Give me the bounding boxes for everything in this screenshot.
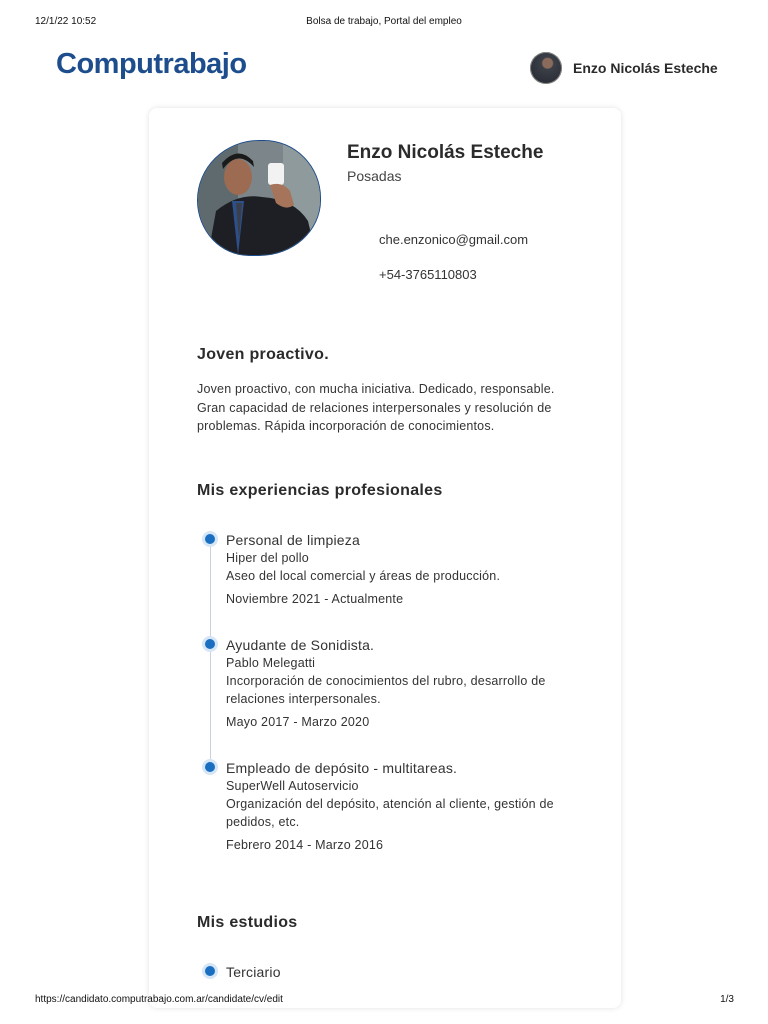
timeline-dot [205, 966, 215, 976]
user-name[interactable]: Enzo Nicolás Esteche [573, 60, 718, 76]
candidate-city: Posadas [347, 168, 402, 184]
experience-description: Aseo del local comercial y áreas de producción. [226, 569, 501, 583]
experience-role: Empleado de depósito - multitareas. [226, 760, 458, 776]
experience-dates: Febrero 2014 - Marzo 2016 [226, 838, 384, 852]
experience-dates: Noviembre 2021 - Actualmente [226, 592, 404, 606]
print-header [0, 16, 768, 30]
experience-role: Ayudante de Sonidista. [226, 637, 375, 653]
candidate-phone: +54-3765110803 [379, 267, 477, 282]
summary-text: Joven proactivo, con mucha iniciativa. Dedicado, responsable. Gran capacidad de relaciones interpersonales y resolución de problemas. Rápida incorporación de conocimientos. [197, 382, 555, 433]
candidate-email[interactable]: che.enzonico@gmail.com [379, 232, 529, 247]
education-title: Mis estudios [197, 914, 298, 931]
summary-title: Joven proactivo. [197, 346, 329, 363]
experience-item[interactable] [226, 636, 586, 731]
avatar[interactable] [530, 52, 562, 84]
experience-company: Pablo Melegatti [226, 656, 316, 670]
experience-description: Incorporación de conocimientos del rubro, desarrollo de relaciones interpersonales. [226, 674, 546, 706]
timeline-dot [205, 762, 215, 772]
profile-photo[interactable] [197, 140, 321, 256]
experience-description: Organización del depósito, atención al cliente, gestión de pedidos, etc. [226, 797, 554, 829]
print-url: https://candidato.computrabajo.com.ar/candidate/cv/edit [35, 994, 283, 1005]
brand-logo[interactable]: Computrabajo [56, 48, 247, 80]
experience-company: Hiper del pollo [226, 551, 309, 565]
print-footer [0, 994, 768, 1008]
education-item[interactable] [226, 963, 586, 981]
education-level: Terciario [226, 964, 281, 980]
experience-item[interactable] [226, 759, 586, 854]
print-title: Bolsa de trabajo, Portal del empleo [306, 16, 462, 27]
profile-photo-image [198, 141, 320, 255]
experience-company: SuperWell Autoservicio [226, 779, 359, 793]
experience-role: Personal de limpieza [226, 532, 360, 548]
timeline-dot [205, 639, 215, 649]
experience-timeline [210, 540, 211, 768]
print-page-number: 1/3 [720, 994, 734, 1005]
experience-title: Mis experiencias profesionales [197, 482, 443, 499]
experience-dates: Mayo 2017 - Marzo 2020 [226, 715, 370, 729]
candidate-name: Enzo Nicolás Esteche [347, 142, 544, 163]
experience-item[interactable] [226, 531, 586, 608]
print-date: 12/1/22 10:52 [35, 16, 97, 27]
timeline-dot [205, 534, 215, 544]
